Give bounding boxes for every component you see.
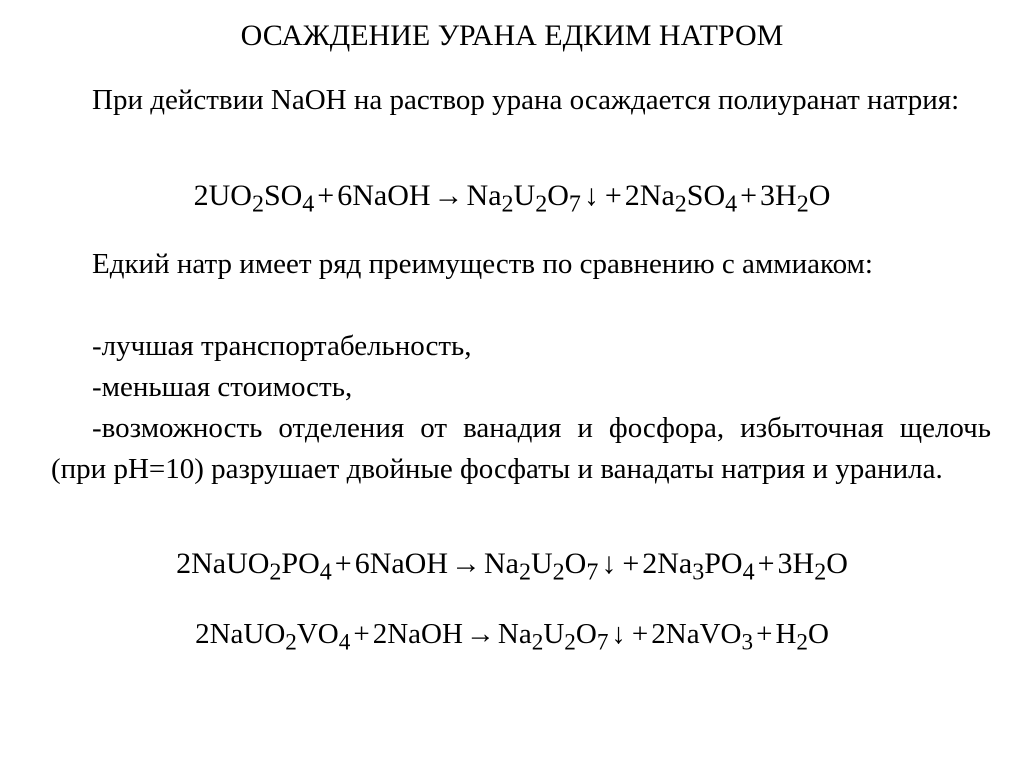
equation-term: 3H xyxy=(760,179,797,212)
equation-operator: + xyxy=(604,179,622,212)
equation-subscript: 2 xyxy=(552,559,565,586)
equation-term: O xyxy=(575,618,597,650)
reaction-arrow: → xyxy=(465,618,495,650)
equation-vanadate xyxy=(0,612,1024,656)
equation-phosphate xyxy=(0,542,1024,586)
advantage-item: -возможность отделения от ванадия и фосфора, избыточная щелочь (при pH=10) разрушает двойные фосфаты и ванадаты натрия и уранила. xyxy=(51,412,991,485)
equation-term: O xyxy=(826,547,848,580)
equation-subscript: 2 xyxy=(285,629,297,656)
intro-paragraph: При действии NaOH на раствор урана осаждается полиуранат натрия: xyxy=(92,84,960,116)
equation-subscript: 2 xyxy=(535,191,548,218)
equation-term: 2Na xyxy=(642,547,693,580)
equation-term: 2NaVO xyxy=(651,618,742,650)
equation-term: U xyxy=(531,547,553,580)
equation-subscript: 2 xyxy=(814,559,827,586)
reaction-arrow: → xyxy=(451,547,482,580)
equation-subscript: 2 xyxy=(501,191,514,218)
equation-subscript: 2 xyxy=(269,559,282,586)
equation-subscript: 2 xyxy=(519,559,531,586)
equation-term: 3H xyxy=(777,547,815,580)
equation-subscript: 7 xyxy=(586,559,599,586)
equation-term: 2Na xyxy=(624,179,675,212)
reaction-arrow: → xyxy=(433,179,464,212)
equation-term: 2NaUO xyxy=(176,547,270,580)
equation-term: VO xyxy=(296,618,339,650)
equation-term: O xyxy=(807,618,829,650)
equation-term: 2NaUO xyxy=(195,618,286,650)
equation-subscript: 2 xyxy=(251,191,264,218)
equation-term: Na xyxy=(466,179,502,212)
equation-term: O xyxy=(547,179,569,212)
equation-subscript: 2 xyxy=(564,629,576,656)
equation-operator: + xyxy=(757,547,775,580)
equation-subscript: 4 xyxy=(319,559,332,586)
equation-operator: + xyxy=(622,547,640,580)
equation-subscript: 4 xyxy=(338,629,351,656)
equation-subscript: 4 xyxy=(725,191,738,218)
precipitate-arrow: ↓ xyxy=(601,547,617,580)
equation-term: H xyxy=(775,618,797,650)
equation-subscript: 2 xyxy=(531,629,544,656)
equation-operator: + xyxy=(740,179,758,212)
equation-term: O xyxy=(564,547,587,580)
equation-subscript: 3 xyxy=(741,629,754,656)
precipitate-arrow: ↓ xyxy=(583,179,599,212)
equation-sulfate xyxy=(0,174,1024,218)
equation-term: U xyxy=(543,618,565,650)
equation-subscript: 7 xyxy=(568,191,581,218)
advantage-item: -лучшая транспортабельность, xyxy=(92,330,472,362)
equation-subscript: 2 xyxy=(796,191,809,218)
equation-term: PO xyxy=(281,547,320,580)
equation-term: 6NaOH xyxy=(354,547,449,580)
equation-term: U xyxy=(513,179,536,212)
equation-term: SO xyxy=(263,179,303,212)
advantage-item: -меньшая стоимость, xyxy=(92,371,353,403)
equation-subscript: 3 xyxy=(692,559,705,586)
equation-operator: + xyxy=(756,618,773,650)
precipitate-arrow: ↓ xyxy=(611,618,626,650)
equation-term: O xyxy=(808,179,831,212)
equation-subscript: 4 xyxy=(302,191,315,218)
equation-operator: + xyxy=(631,618,649,650)
equation-term: SO xyxy=(686,179,726,212)
equation-operator: + xyxy=(317,179,335,212)
equation-subscript: 7 xyxy=(596,629,609,656)
equation-term: Na xyxy=(497,618,532,650)
equation-subscript: 2 xyxy=(796,629,808,656)
equation-operator: + xyxy=(334,547,352,580)
advantages-intro-paragraph: Едкий натр имеет ряд преимуществ по сравнению с аммиаком: xyxy=(92,248,873,280)
equation-term: PO xyxy=(704,547,743,580)
slide-title: ОСАЖДЕНИЕ УРАНА ЕДКИМ НАТРОМ xyxy=(240,19,784,52)
equation-subscript: 4 xyxy=(742,559,755,586)
equation-operator: + xyxy=(353,618,370,650)
equation-term: 2NaOH xyxy=(372,618,463,650)
equation-subscript: 2 xyxy=(674,191,687,218)
equation-term: Na xyxy=(484,547,519,580)
equation-term: 2UO xyxy=(193,179,252,212)
equation-term: 6NaOH xyxy=(337,179,431,212)
